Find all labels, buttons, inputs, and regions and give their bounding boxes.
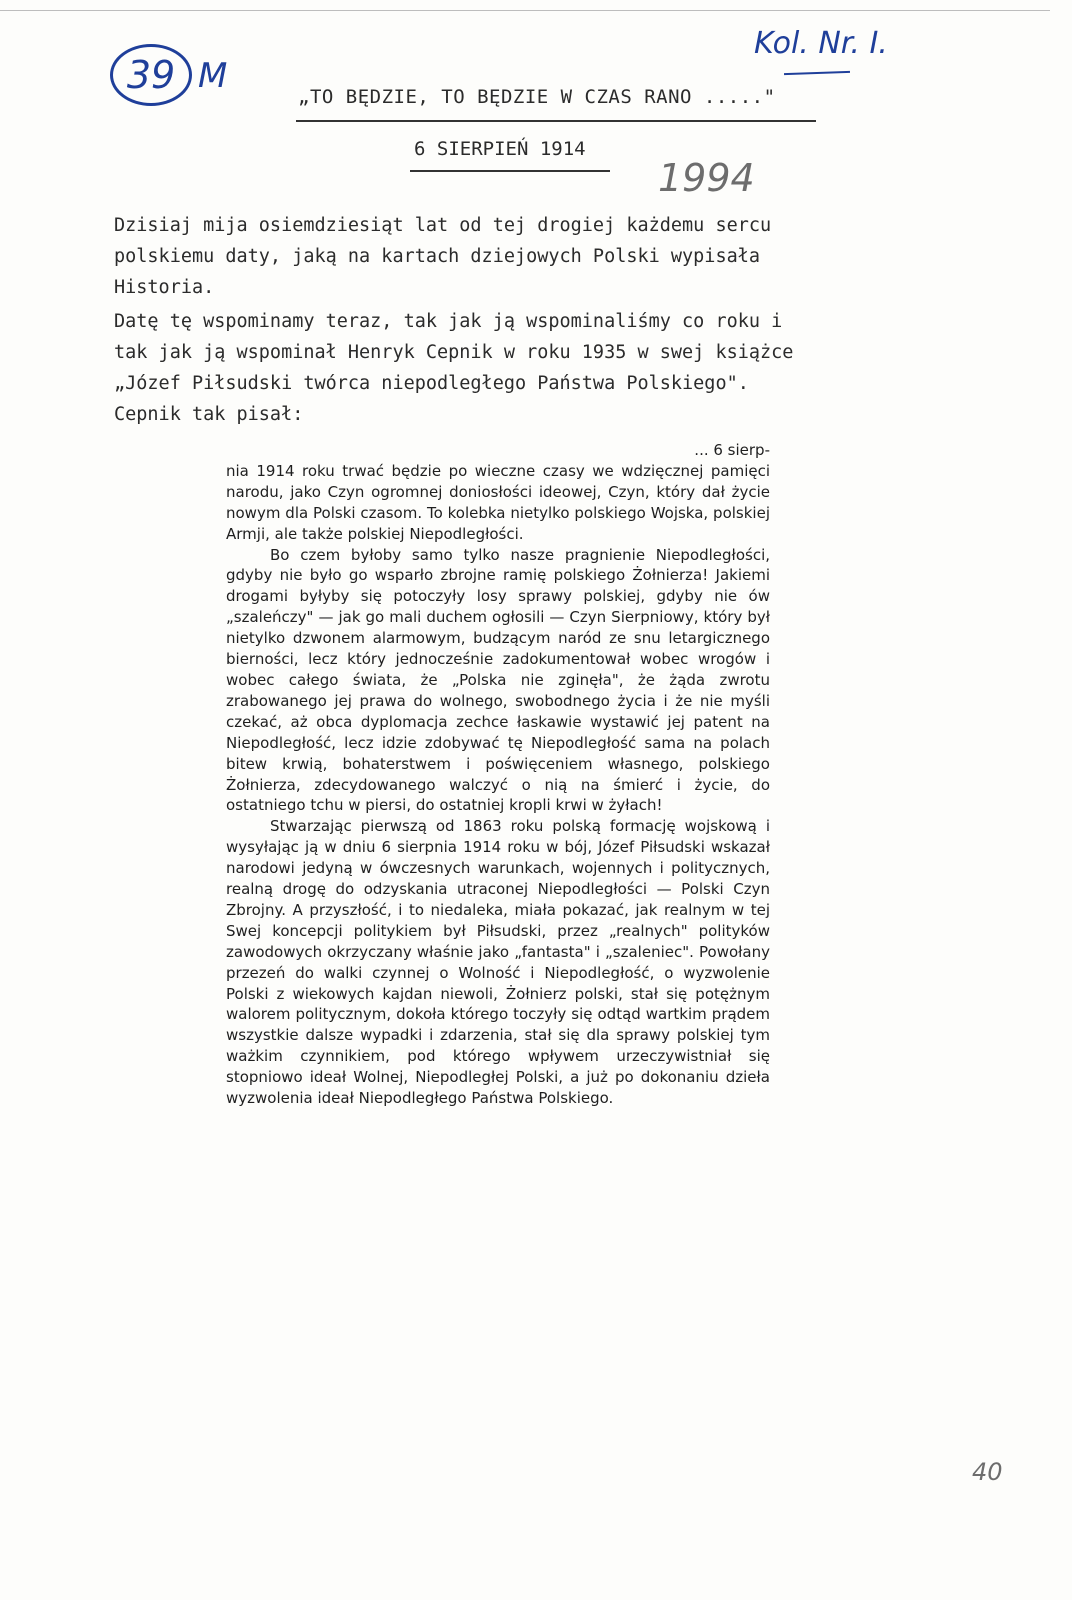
text-line: Dzisiaj mija osiemdziesiąt lat od tej drogiej każdemu sercu bbox=[114, 215, 772, 236]
intro-paragraph-1 bbox=[114, 210, 914, 303]
circled-folio-number: 39 bbox=[110, 44, 192, 106]
date-underline bbox=[410, 170, 610, 172]
document-title: „TO BĘDZIE, TO BĘDZIE W CZAS RANO ....." bbox=[298, 86, 776, 108]
text-line: Datę tę wspominamy teraz, tak jak ją wspominaliśmy co roku i bbox=[114, 311, 783, 332]
title-underline bbox=[296, 120, 816, 122]
handwritten-initials: M bbox=[198, 56, 228, 96]
text-line: Cepnik tak pisał: bbox=[114, 404, 304, 425]
quote-paragraph-2: Bo czem byłoby samo tylko nasze pragnienie Niepodległości, gdyby nie było go wsparło zbrojne ramię polskiego Żołnierza! Jakiemi drogami byłyby się potoczyły losy sprawy polskiej, gdyby nie ów „szaleńczy" — jak go mali duchem ogłosili — Czyn Sierpniowy, który był nietylko dzwonem alarmowym, budzącym naród ze snu letargicznego bierności, lecz który jednocześnie zadokumentował wobec wrogów i wobec całego świata, że „Polska nie zginęła", że żąda zwrotu zrabowanego jej prawa do wolnego, swobodnego życia i że nie myśli czekać, aż obca dyplomacja zechce łaskawie wystawić jej patent na Niepodległość, lecz idzie zdobywać tę Niepodległość sama na polach bitew krwią, bohaterstwem i poświęceniem własnego, polskiego Żołnierza, zdecydowanego walczyć o nią na śmierć i życie, do ostatniego tchu w piersi, do ostatniej kropli krwi w żyłach! bbox=[226, 545, 770, 815]
archive-reference: Kol. Nr. I. bbox=[754, 26, 888, 61]
text-line: polskiemu daty, jaką na kartach dziejowych Polski wypisała bbox=[114, 246, 761, 267]
text-line: tak jak ją wspominał Henryk Cepnik w roku 1935 w swej książce bbox=[114, 342, 794, 363]
text-line: Historia. bbox=[114, 277, 215, 298]
quote-paragraph-3: Stwarzając pierwszą od 1863 roku polską formację wojskową i wysyłając ją w dniu 6 sierpnia 1914 roku w bój, Józef Piłsudski wskazał narodowi jedyną w ówczesnych warunkach, wojennych i politycznych, realną drogę do odzyskania utraconej Niepodległości — Polski Czyn Zbrojny. A przyszłość, i to niedaleka, miała pokazać, jak realnym w tej Swej koncepcji politykiem był Piłsudski, przez „realnych" polityków zawodowych okrzyczany właśnie jako „fantasta" i „szaleniec". Powołany przezeń do walki czynnej o Wolność i Niepodległość, o wyzwolenie Polski z wiekowych kajdan niewoli, Żołnierz polski, stał się potężnym walorem politycznym, dokoła którego toczyły się odtąd wartkim prądem wszystkie dalsze wypadki i zdarzenia, stał się dla sprawy polskiej tym ważkim czynnikiem, pod którego wpływem urzeczywistniał się stopniowo ideał Wolnej, Niepodległej Polski, a już po dokonaniu dzieła wyzwolenia ideał Niepodległego Państwa Polskiego. bbox=[226, 817, 770, 1108]
pencil-year-note: 1994 bbox=[658, 156, 755, 200]
quoted-excerpt bbox=[226, 440, 770, 1109]
text-line: „Józef Piłsudski twórca niepodległego Państwa Polskiego". bbox=[114, 373, 749, 394]
scan-edge-line bbox=[0, 10, 1050, 11]
intro-paragraph-2 bbox=[114, 306, 914, 430]
pencil-page-number: 40 bbox=[972, 1458, 1003, 1486]
quote-lead: ... 6 sierp- bbox=[694, 441, 770, 459]
quote-paragraph-1: nia 1914 roku trwać będzie po wieczne czasy we wdzięcznej pamięci narodu, jako Czyn ogromnej doniosłości ideowej, Czyn, który dał życie nowym dla Polski czasom. To kolebka nietylko polskiego Wojska, polskiej Armji, ale także polskiej Niepodległości. bbox=[226, 461, 770, 543]
document-date-heading: 6 SIERPIEŃ 1914 bbox=[414, 138, 586, 160]
archive-reference-underline bbox=[784, 71, 850, 75]
